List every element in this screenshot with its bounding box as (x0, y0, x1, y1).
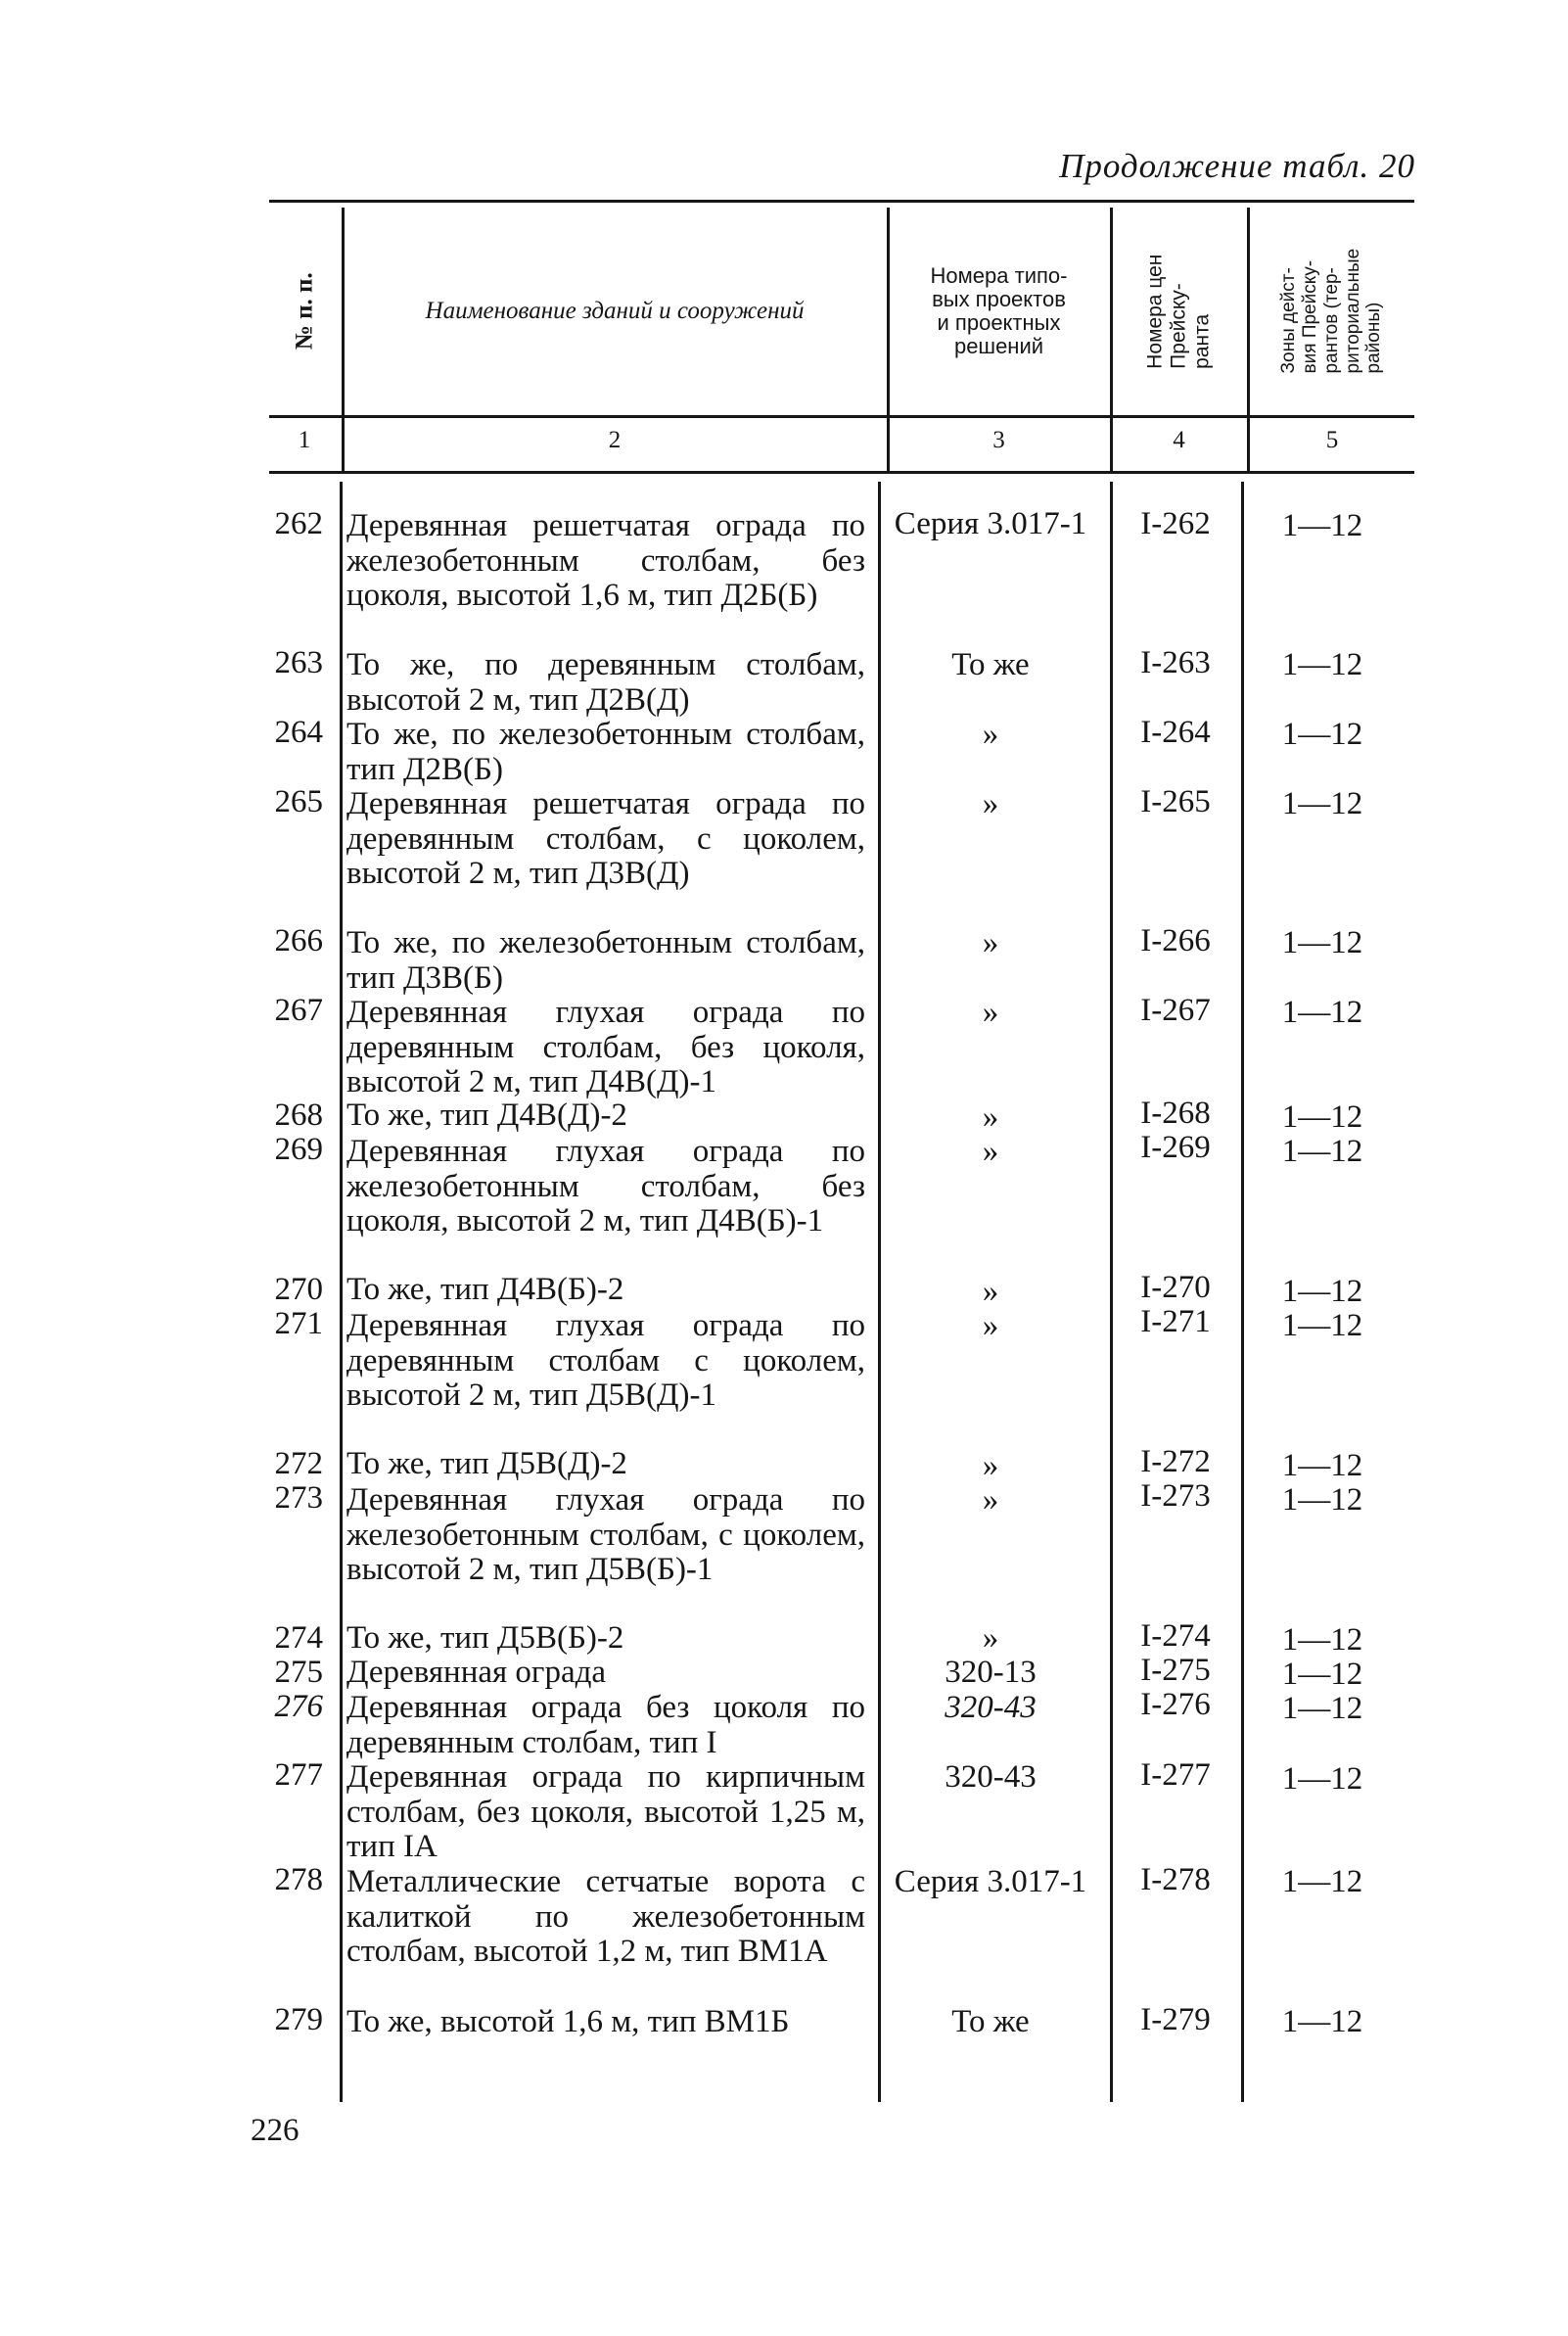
row-269-num: 269 (274, 1132, 323, 1167)
row-275-zones: 1—12 (1281, 1657, 1363, 1692)
row-268-project: » (982, 1099, 999, 1135)
row-279-price: I-279 (1140, 2002, 1211, 2037)
row-265-name: Деревянная решетчатая ограда по деревянным столбам, с цоколем, высотой 2 м, тип Д3В(Д) (346, 786, 865, 891)
header-num (269, 208, 340, 415)
row-264-name: То же, по железобетонным столбам, тип Д2В(Б) (346, 717, 865, 787)
header-zones-text (1278, 249, 1385, 374)
row-276-project: 320-43 (945, 1690, 1037, 1725)
row-262-zones: 1—12 (1281, 508, 1363, 543)
row-265-project: » (982, 786, 999, 821)
row-262-project: Серия 3.017-1 (894, 506, 1087, 541)
row-279-zones: 1—12 (1281, 2004, 1363, 2039)
row-263-num: 263 (274, 645, 323, 680)
header-name (345, 208, 885, 415)
row-264-price: I-264 (1140, 715, 1211, 750)
row-279-name: То же, высотой 1,6 м, тип ВМ1Б (346, 2004, 790, 2039)
row-274-price: I-274 (1140, 1618, 1211, 1654)
row-270-num: 270 (274, 1272, 323, 1307)
row-279-project: То же (951, 2004, 1030, 2039)
row-274-num: 274 (274, 1620, 323, 1656)
header-num-text: № п. п. (291, 272, 318, 350)
row-273-project: » (982, 1482, 999, 1518)
row-275-name: Деревянная ограда (346, 1655, 607, 1690)
page-header: Продолжение табл. 20 (1059, 147, 1415, 185)
row-275-num: 275 (274, 1655, 323, 1690)
row-277-zones: 1—12 (1281, 1761, 1363, 1797)
row-268-num: 268 (274, 1098, 323, 1133)
colnum-bottom-rule (269, 471, 1414, 474)
row-262-name: Деревянная решетчатая ограда по железобетонным столбам, без цоколя, высотой 1,6 м, тип Д2Б(Б) (346, 508, 865, 613)
row-275-price: I-275 (1140, 1653, 1211, 1688)
row-267-zones: 1—12 (1281, 995, 1363, 1030)
row-272-price: I-272 (1140, 1444, 1211, 1479)
header-zones-line-3: рантов (тер- (1321, 267, 1343, 374)
header-prices-line-3: ранта (1190, 313, 1214, 369)
row-263-zones: 1—12 (1281, 647, 1363, 682)
row-269-zones: 1—12 (1281, 1134, 1363, 1169)
row-264-num: 264 (274, 715, 323, 750)
row-269-price: I-269 (1140, 1130, 1211, 1165)
row-270-price: I-270 (1140, 1270, 1211, 1305)
row-266-zones: 1—12 (1281, 925, 1363, 960)
row-265-num: 265 (274, 784, 323, 819)
row-265-zones: 1—12 (1281, 786, 1363, 821)
row-263-price: I-263 (1140, 645, 1211, 680)
row-268-price: I-268 (1140, 1096, 1211, 1131)
row-265-price: I-265 (1140, 784, 1211, 819)
column-number-2: 2 (608, 427, 622, 453)
header-zones (1250, 208, 1414, 415)
header-projects-line-1: Номера типо- (930, 262, 1068, 288)
column-number-4: 4 (1173, 427, 1185, 453)
row-277-num: 277 (274, 1757, 323, 1793)
row-278-price: I-278 (1140, 1862, 1211, 1897)
row-262-num: 262 (274, 506, 323, 541)
body-divider-1 (340, 482, 343, 2102)
row-276-num: 276 (274, 1689, 323, 1724)
header-zones-line-5: районы) (1363, 303, 1385, 374)
row-278-zones: 1—12 (1281, 1864, 1363, 1899)
row-264-zones: 1—12 (1281, 717, 1363, 752)
body-divider-3 (1110, 482, 1113, 2102)
column-number-1: 1 (298, 427, 311, 453)
header-prices-line-1: Номера цен (1143, 254, 1167, 369)
row-271-num: 271 (274, 1306, 323, 1341)
row-273-zones: 1—12 (1281, 1482, 1363, 1518)
row-270-name: То же, тип Д4В(Б)-2 (346, 1272, 624, 1307)
table-top-rule (269, 200, 1414, 203)
row-277-name: Деревянная ограда по кирпичным столбам, без цоколя, высотой 1,25 м, тип IA (346, 1759, 865, 1864)
row-268-name: То же, тип Д4В(Д)-2 (346, 1098, 627, 1133)
row-276-name: Деревянная ограда без цоколя по деревянным столбам, тип I (346, 1690, 865, 1760)
row-275-project: 320-13 (945, 1655, 1037, 1690)
row-278-project: Серия 3.017-1 (894, 1864, 1087, 1899)
row-279-num: 279 (274, 2002, 323, 2037)
row-263-name: То же, по деревянным столбам, высотой 2 м, тип Д2В(Д) (346, 647, 865, 718)
page-number: 226 (251, 2113, 300, 2148)
row-269-name: Деревянная глухая ограда по железобетонным столбам, без цоколя, высотой 2 м, тип Д4В(Б)-1 (346, 1134, 865, 1238)
row-273-name: Деревянная глухая ограда по железобетонным столбам, с цоколем, высотой 2 м, тип Д5В(Б)-1 (346, 1482, 865, 1587)
row-274-name: То же, тип Д5В(Б)-2 (346, 1620, 624, 1656)
row-272-project: » (982, 1448, 999, 1483)
header-projects-line-2: вых проектов (932, 286, 1066, 311)
body-divider-4 (1241, 482, 1244, 2102)
row-266-num: 266 (274, 923, 323, 958)
row-267-num: 267 (274, 993, 323, 1028)
row-271-project: » (982, 1308, 999, 1343)
header-prices-line-2: Прейску- (1167, 283, 1190, 369)
row-276-price: I-276 (1140, 1687, 1211, 1722)
row-271-price: I-271 (1140, 1304, 1211, 1339)
header-prices-text (1143, 254, 1214, 368)
header-projects-line-3: и проектных (937, 310, 1061, 335)
header-zones-line-2: вия Прейску- (1300, 260, 1321, 374)
row-267-price: I-267 (1140, 993, 1211, 1028)
row-277-price: I-277 (1140, 1757, 1211, 1793)
row-277-project: 320-43 (945, 1759, 1037, 1795)
row-270-zones: 1—12 (1281, 1274, 1363, 1309)
row-272-num: 272 (274, 1446, 323, 1481)
row-273-num: 273 (274, 1480, 323, 1516)
header-zones-line-4: риториальные (1342, 249, 1363, 374)
row-272-name: То же, тип Д5В(Д)-2 (346, 1446, 627, 1481)
row-266-price: I-266 (1140, 923, 1211, 958)
row-266-name: То же, по железобетонным столбам, тип Д3В(Б) (346, 925, 865, 996)
column-number-5: 5 (1325, 427, 1339, 453)
row-269-project: » (982, 1134, 999, 1169)
row-263-project: То же (951, 647, 1030, 682)
row-274-zones: 1—12 (1281, 1622, 1363, 1658)
header-name-text: Наименование зданий и сооружений (425, 298, 805, 325)
row-267-project: » (982, 995, 999, 1030)
row-267-name: Деревянная глухая ограда по деревянным столбам, без цоколя, высотой 2 м, тип Д4В(Д)-1 (346, 995, 865, 1099)
row-262-price: I-262 (1140, 506, 1211, 541)
header-prices (1113, 208, 1245, 415)
row-276-zones: 1—12 (1281, 1691, 1363, 1726)
header-bottom-rule (269, 415, 1414, 418)
row-273-price: I-273 (1140, 1478, 1211, 1514)
row-268-zones: 1—12 (1281, 1099, 1363, 1135)
row-272-zones: 1—12 (1281, 1448, 1363, 1483)
row-271-zones: 1—12 (1281, 1308, 1363, 1343)
header-projects (890, 208, 1108, 415)
header-zones-line-1: Зоны дейст- (1278, 267, 1300, 374)
row-278-name: Металлические сетчатые ворота с калиткой по железобетонным столбам, высотой 1,2 м, тип ВМ1А (346, 1864, 865, 1969)
row-274-project: » (982, 1620, 999, 1656)
row-271-name: Деревянная глухая ограда по деревянным столбам с цоколем, высотой 2 м, тип Д5В(Д)-1 (346, 1308, 865, 1413)
row-266-project: » (982, 925, 999, 960)
header-projects-line-4: решений (953, 334, 1044, 359)
row-270-project: » (982, 1274, 999, 1309)
row-278-num: 278 (274, 1862, 323, 1897)
column-number-3: 3 (992, 427, 1005, 453)
row-264-project: » (982, 717, 999, 752)
